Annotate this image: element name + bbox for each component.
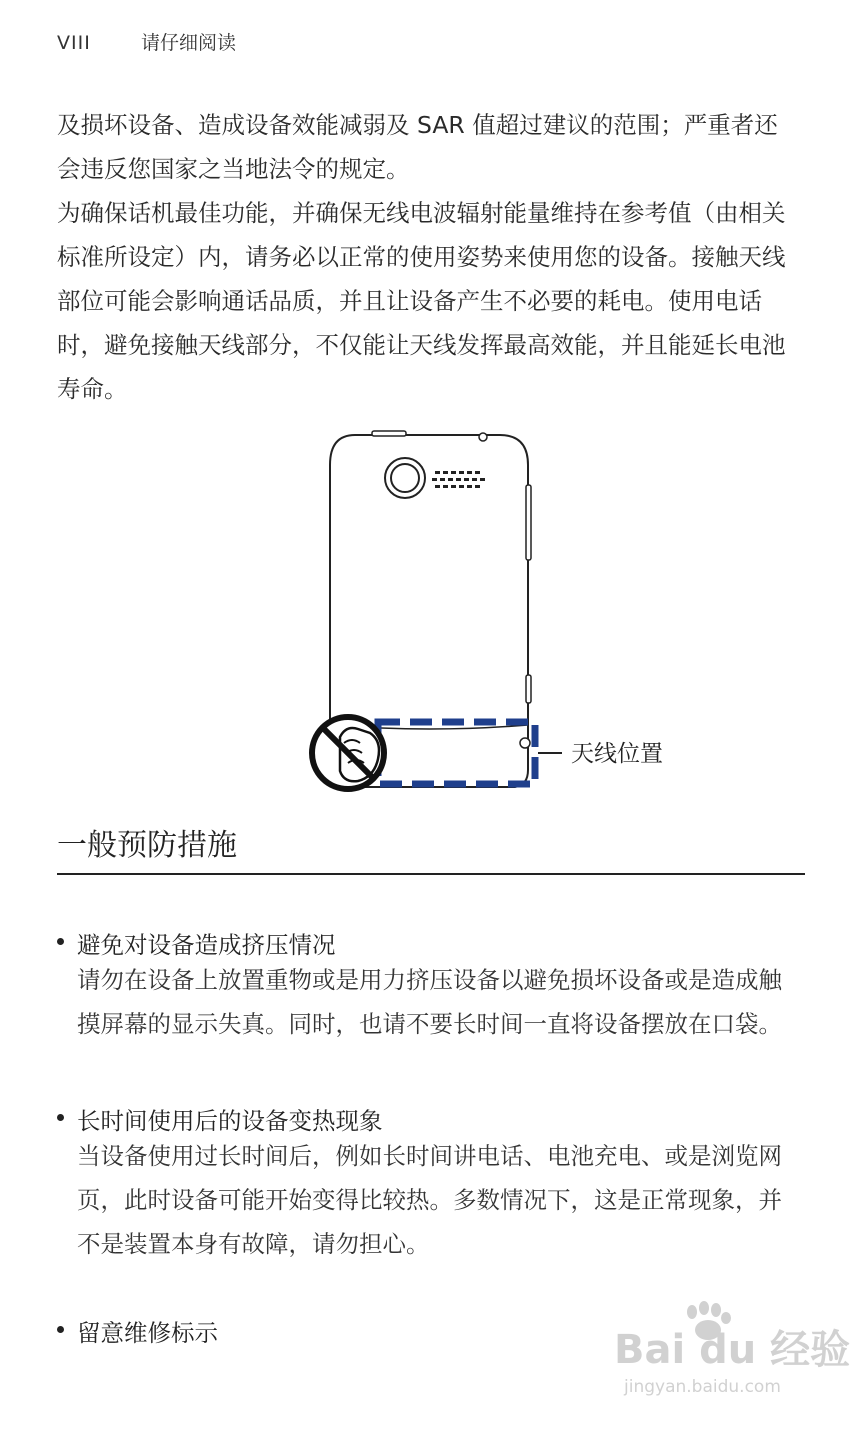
section-heading: 一般预防措施 [57,828,237,863]
bullet-body [77,958,782,1046]
bullet-dot [57,1326,64,1333]
text-line: 标准所设定）内，请务必以正常的使用姿势来使用您的设备。接触天线 [57,243,786,271]
text-line: 寿命。 [57,375,128,403]
watermark-brand: Bai du 经验 [614,1327,851,1373]
bullet-title: 避免对设备造成挤压情况 [77,931,336,959]
page-header [57,28,236,55]
camera-button [526,675,531,703]
headset-jack [479,433,487,441]
text-line: 当设备使用过长时间后，例如长时间讲电话、电池充电、或是浏览网 [77,1142,782,1170]
bullet-body [77,1134,782,1266]
text-line: 摸屏幕的显示失真。同时，也请不要长时间一直将设备摆放在口袋。 [77,1010,782,1038]
text-line: 时，避免接触天线部分，不仅能让天线发挥最高效能，并且能延长电池 [57,331,786,359]
section-divider [57,873,805,875]
bullet-title: 留意维修标示 [77,1319,218,1347]
bullet-dot [57,1114,64,1121]
text-line: 请勿在设备上放置重物或是用力挤压设备以避免损坏设备或是造成触 [77,966,782,994]
power-button [372,431,406,436]
antenna-figure [300,425,700,800]
running-section-title: 请仔细阅读 [141,32,237,54]
antenna-label: 天线位置 [571,741,663,767]
watermark-url: jingyan.baidu.com [624,1377,781,1397]
text-line: 为确保话机最佳功能，并确保无线电波辐射能量维持在参考值（由相关 [57,199,786,227]
text-line: 及损坏设备、造成设备效能减弱及 SAR 值超过建议的范围；严重者还 [57,111,778,139]
text-line: 部位可能会影响通话品质，并且让设备产生不必要的耗电。使用电话 [57,287,762,315]
text-line: 不是装置本身有故障，请勿担心。 [77,1230,430,1258]
bullet-dot [57,938,64,945]
phone-back-illustration [300,425,700,800]
volume-button [526,485,531,560]
page-number: VIII [57,32,91,54]
baidu-jingyan-watermark [610,1300,851,1400]
no-touch-icon [312,717,384,789]
intro-paragraph [57,103,809,411]
text-line: 页，此时设备可能开始变得比较热。多数情况下，这是正常现象，并 [77,1186,782,1214]
text-line: 会违反您国家之当地法令的规定。 [57,155,410,183]
bullet-title: 长时间使用后的设备变热现象 [77,1107,383,1135]
